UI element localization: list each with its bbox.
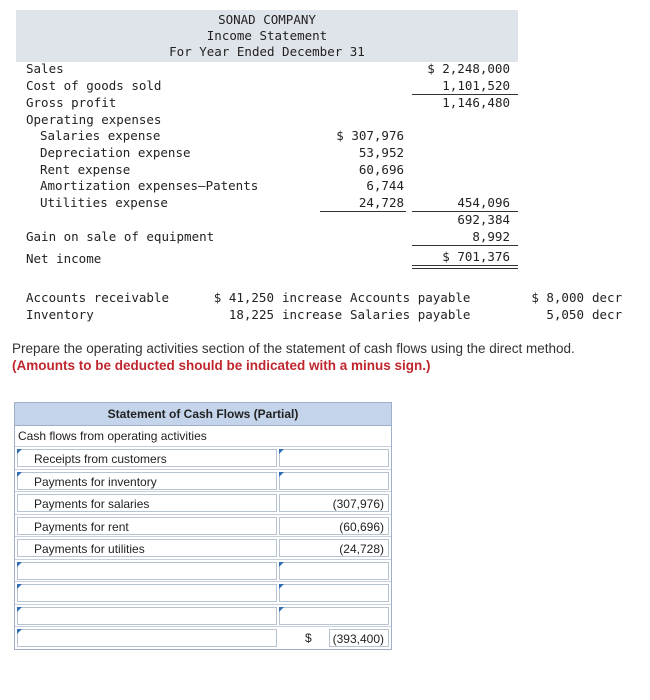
total-opex-amount: 454,096 [457, 195, 510, 210]
ap-label: Accounts payable [350, 290, 471, 305]
dropdown-marker-icon [17, 449, 22, 454]
dropdown-marker-icon [17, 629, 22, 634]
instructions-text: Prepare the operating activities section of the statement of cash flows using the direct method. [12, 341, 575, 356]
salaries-amount: $ 307,976 [336, 128, 404, 143]
inventory-label: Inventory [26, 307, 94, 322]
table-row [15, 582, 391, 605]
utilities-label: Utilities expense [40, 195, 168, 210]
sales-label: Sales [26, 61, 64, 76]
receipts-customers-label[interactable]: Receipts from customers [17, 449, 277, 467]
company-name: SONAD COMPANY [218, 12, 316, 27]
dropdown-marker-icon [17, 607, 22, 612]
subtotal-amount: 692,384 [457, 212, 510, 227]
salaries-label: Salaries expense [40, 128, 161, 143]
payments-inventory-amount-input[interactable] [279, 472, 389, 490]
table-row [15, 560, 391, 583]
total-label-input[interactable] [17, 629, 277, 647]
statement-period: For Year Ended December 31 [169, 44, 365, 59]
income-statement [0, 0, 650, 270]
input-marker-icon [279, 449, 284, 454]
salaries-payable-amount: 5,050 [546, 307, 584, 322]
payments-utilities-amount-input[interactable]: (24,728) [279, 539, 389, 557]
gain-label: Gain on sale of equipment [26, 229, 215, 244]
table-row [15, 470, 391, 493]
cogs-amount: 1,101,520 [442, 78, 510, 93]
utilities-amount: 24,728 [358, 195, 404, 210]
ar-amount: $ 41,250 [213, 290, 274, 305]
instructions [12, 340, 632, 374]
total-row [15, 627, 391, 650]
table-row [15, 605, 391, 628]
depreciation-amount: 53,952 [358, 145, 404, 160]
statement-title: Income Statement [206, 28, 328, 43]
empty-label-input[interactable] [17, 607, 277, 625]
input-marker-icon [279, 584, 284, 589]
total-currency: $ [305, 631, 312, 645]
rent-amount: 60,696 [358, 162, 404, 177]
empty-label-input[interactable] [17, 562, 277, 580]
amortization-label: Amortization expenses—Patents [40, 178, 259, 193]
payments-salaries-label[interactable]: Payments for salaries [17, 494, 277, 512]
gain-underline [412, 245, 518, 246]
income-statement-header [16, 10, 518, 62]
table-row [15, 515, 391, 538]
ar-label: Accounts receivable [26, 290, 169, 305]
gross-profit-amount: 1,146,480 [442, 95, 510, 110]
payments-utilities-label[interactable]: Payments for utilities [17, 539, 277, 557]
ap-direction: decr [592, 290, 623, 305]
instructions-note: (Amounts to be deducted should be indicated with a minus sign.) [12, 358, 431, 373]
opex-header: Operating expenses [26, 112, 162, 127]
cash-flow-title: Statement of Cash Flows (Partial) [15, 403, 391, 426]
input-marker-icon [279, 472, 284, 477]
empty-amount-input[interactable] [279, 584, 389, 602]
payments-salaries-amount-input[interactable]: (307,976) [279, 494, 389, 512]
net-income-label: Net income [26, 251, 102, 266]
operating-activities-header: Cash flows from operating activities [15, 426, 391, 447]
depreciation-label: Depreciation expense [40, 145, 191, 160]
inventory-direction: increase [282, 307, 343, 322]
table-row [15, 447, 391, 470]
empty-amount-input[interactable] [279, 607, 389, 625]
rent-label: Rent expense [40, 162, 131, 177]
gain-amount: 8,992 [472, 229, 510, 244]
total-amount[interactable]: (393,400) [329, 629, 389, 647]
salaries-payable-direction: decr [592, 307, 623, 322]
net-income-double-underline-2 [412, 268, 518, 269]
net-income-double-underline [412, 265, 518, 266]
ar-direction: increase [282, 290, 343, 305]
input-marker-icon [279, 607, 284, 612]
empty-label-input[interactable] [17, 584, 277, 602]
dropdown-marker-icon [17, 562, 22, 567]
inventory-amount: 18,225 [228, 307, 274, 322]
table-row [15, 492, 391, 515]
receipts-customers-amount-input[interactable] [279, 449, 389, 467]
payments-rent-amount-input[interactable]: (60,696) [279, 517, 389, 535]
input-marker-icon [279, 562, 284, 567]
gross-profit-label: Gross profit [26, 95, 117, 110]
salaries-payable-label: Salaries payable [350, 307, 471, 322]
cogs-label: Cost of goods sold [26, 78, 162, 93]
net-income-amount: $ 701,376 [442, 249, 510, 264]
sales-amount: $ 2,248,000 [427, 61, 510, 76]
table-row [15, 537, 391, 560]
payments-rent-label[interactable]: Payments for rent [17, 517, 277, 535]
ap-amount: $ 8,000 [531, 290, 584, 305]
cash-flow-table [14, 402, 392, 650]
dropdown-marker-icon [17, 584, 22, 589]
payments-inventory-label[interactable]: Payments for inventory [17, 472, 277, 490]
amortization-amount: 6,744 [366, 178, 404, 193]
empty-amount-input[interactable] [279, 562, 389, 580]
opex-underline [320, 211, 406, 212]
dropdown-marker-icon [17, 472, 22, 477]
